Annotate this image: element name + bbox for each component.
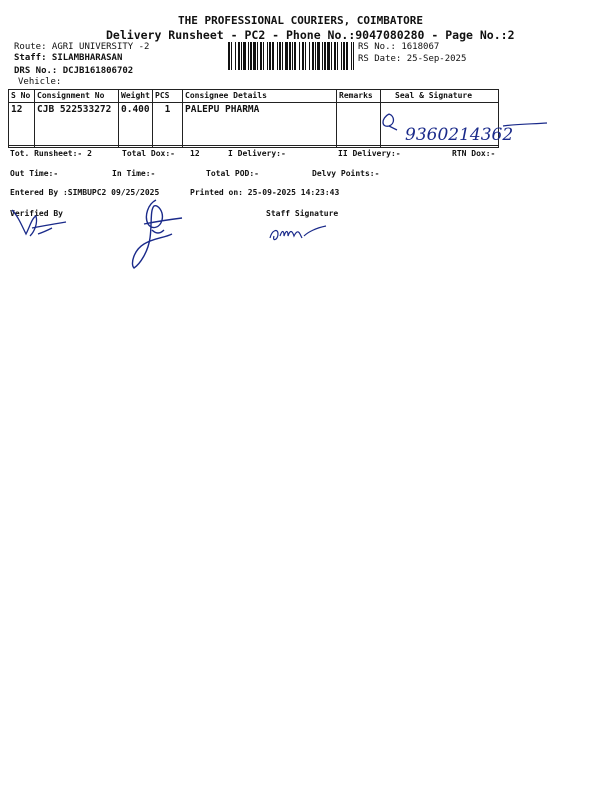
col-header-sno: S No — [9, 90, 35, 103]
col-header-pcs: PCS — [153, 90, 183, 103]
table-header-row — [9, 90, 499, 103]
delvy-points: Delvy Points:- — [312, 169, 380, 178]
rs-date: RS Date: 25-Sep-2025 — [358, 54, 467, 64]
rs-number: RS No.: 1618067 — [358, 42, 440, 52]
company-name: THE PROFESSIONAL COURIERS, COIMBATORE — [178, 14, 424, 27]
col-header-weight: Weight — [119, 90, 153, 103]
barcode — [228, 42, 354, 70]
cell-remarks — [337, 103, 381, 148]
vehicle-label: Vehicle: — [18, 77, 62, 87]
cell-consignment: CJB 522533272 — [35, 103, 119, 148]
col-header-seal: Seal & Signature — [381, 90, 499, 103]
entered-by: Entered By :SIMBUPC2 09/25/2025 — [10, 188, 160, 197]
staff-signature-label: Staff Signature — [266, 209, 339, 218]
cell-weight: 0.400 — [119, 103, 153, 148]
ii-delivery: II Delivery:- — [338, 149, 401, 158]
col-header-consignee: Consignee Details — [183, 90, 337, 103]
drs-number: DRS No.: DCJB161806702 — [14, 66, 134, 76]
in-time: In Time:- — [112, 169, 156, 178]
verifier-signature — [8, 206, 70, 242]
total-dox-value: 12 — [190, 149, 200, 158]
out-time: Out Time:- — [10, 169, 59, 178]
cell-consignee: PALEPU PHARMA — [183, 103, 337, 148]
tot-runsheet: Tot. Runsheet:- 2 — [10, 149, 92, 158]
divider — [8, 145, 498, 146]
seal-signature-mark — [375, 104, 555, 150]
staff-signature-mark — [266, 222, 332, 246]
handwritten-phone: 9360214362 — [405, 125, 514, 145]
cell-pcs: 1 — [153, 103, 183, 148]
total-dox-label: Total Dox:- — [122, 149, 175, 158]
verified-by-label: Verified By — [10, 209, 63, 218]
rtn-dox: RTN Dox:- — [452, 149, 496, 158]
staff-label: Staff: SILAMBHARASAN — [14, 53, 123, 63]
col-header-consignment: Consignment No — [35, 90, 119, 103]
cell-sno: 12 — [9, 103, 35, 148]
printed-on: Printed on: 25-09-2025 14:23:43 — [190, 188, 340, 197]
delivery-signature — [126, 194, 186, 274]
runsheet-title: Delivery Runsheet - PC2 - Phone No.:9047080280 - Page No.:2 — [106, 28, 515, 42]
i-delivery: I Delivery:- — [228, 149, 286, 158]
total-pod: Total POD:- — [206, 169, 259, 178]
route-label: Route: AGRI UNIVERSITY -2 — [14, 42, 150, 52]
col-header-remarks: Remarks — [337, 90, 381, 103]
